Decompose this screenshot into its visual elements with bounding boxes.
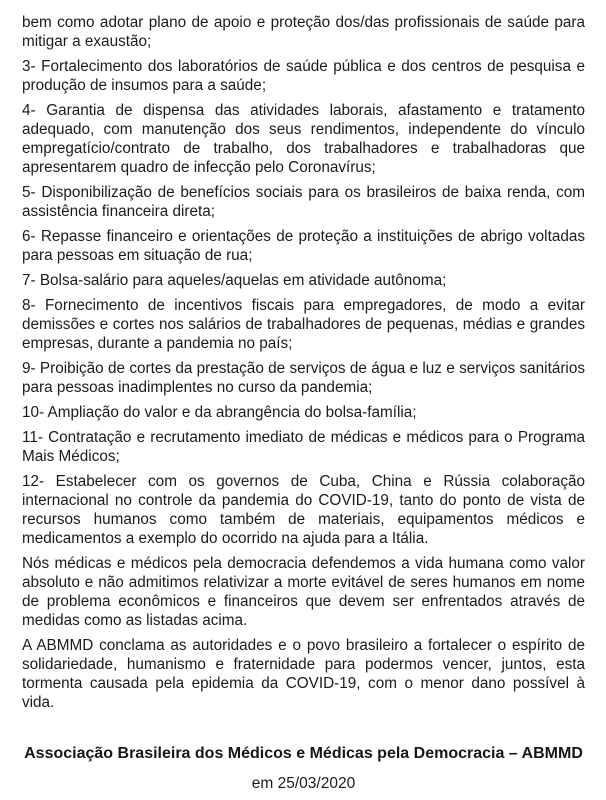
- date-line: em 25/03/2020: [251, 775, 356, 792]
- paragraph-continuation-item2: bem como adotar plano de apoio e proteção dos/das profissionais de saúde para mitigar a exaustão;: [22, 14, 585, 50]
- paragraph-item-12: 12- Estabelecer com os governos de Cuba, China e Rússia colaboração internacional no controle da pandemia do COVID-19, tanto do ponto de vista de recursos humanos como também de materiais, equipamentos médicos e medicamentos a exemplo do ocorrido na ajuda para a Itália.: [22, 473, 585, 547]
- paragraph-item-9: 9- Proibição de cortes da prestação de serviços de água e luz e serviços sanitários para pessoas inadimplentes no curso da pandemia;: [22, 360, 585, 396]
- signature-line: Associação Brasileira dos Médicos e Médicas pela Democracia – ABMMD: [24, 745, 583, 762]
- signature-block: [22, 744, 585, 793]
- paragraph-item-10: 10- Ampliação do valor e da abrangência do bolsa-família;: [22, 404, 417, 421]
- paragraph-closing-statement-1: Nós médicas e médicos pela democracia defendemos a vida humana como valor absoluto e não admitimos relativizar a morte evitável de seres humanos em nome de problema econômicos e financeiros que devem ser enfrentados através de medidas como as listadas acima.: [22, 555, 585, 629]
- paragraph-item-7: 7- Bolsa-salário para aqueles/aquelas em atividade autônoma;: [22, 272, 447, 289]
- paragraph-item-11: 11- Contratação e recrutamento imediato de médicas e médicos para o Programa Mais Médicos;: [22, 429, 585, 465]
- paragraph-item-8: 8- Fornecimento de incentivos fiscais para empregadores, de modo a evitar demissões e cortes nos salários de trabalhadores de pequenas, médias e grandes empresas, durante a pandemia no país;: [22, 297, 585, 352]
- paragraph-item-5: 5- Disponibilização de benefícios sociais para os brasileiros de baixa renda, com assistência financeira direta;: [22, 184, 585, 220]
- paragraph-item-6: 6- Repasse financeiro e orientações de proteção a instituições de abrigo voltadas para pessoas em situação de rua;: [22, 228, 585, 264]
- paragraph-item-3: 3- Fortalecimento dos laboratórios de saúde pública e dos centros de pesquisa e produção de insumos para a saúde;: [22, 58, 585, 94]
- paragraph-item-4: 4- Garantia de dispensa das atividades laborais, afastamento e tratamento adequado, com manutenção dos seus rendimentos, independente do vínculo empregatício/contrato de trabalho, dos trabalhadores e trabalhadoras que apresentarem quadro de infecção pelo Coronavírus;: [22, 102, 585, 176]
- paragraph-closing-statement-2: A ABMMD conclama as autoridades e o povo brasileiro a fortalecer o espírito de solidariedade, humanismo e fraternidade para podermos vencer, juntos, esta tormenta causada pela epidemia da COVID-19, com o menor dano possível à vida.: [22, 637, 585, 711]
